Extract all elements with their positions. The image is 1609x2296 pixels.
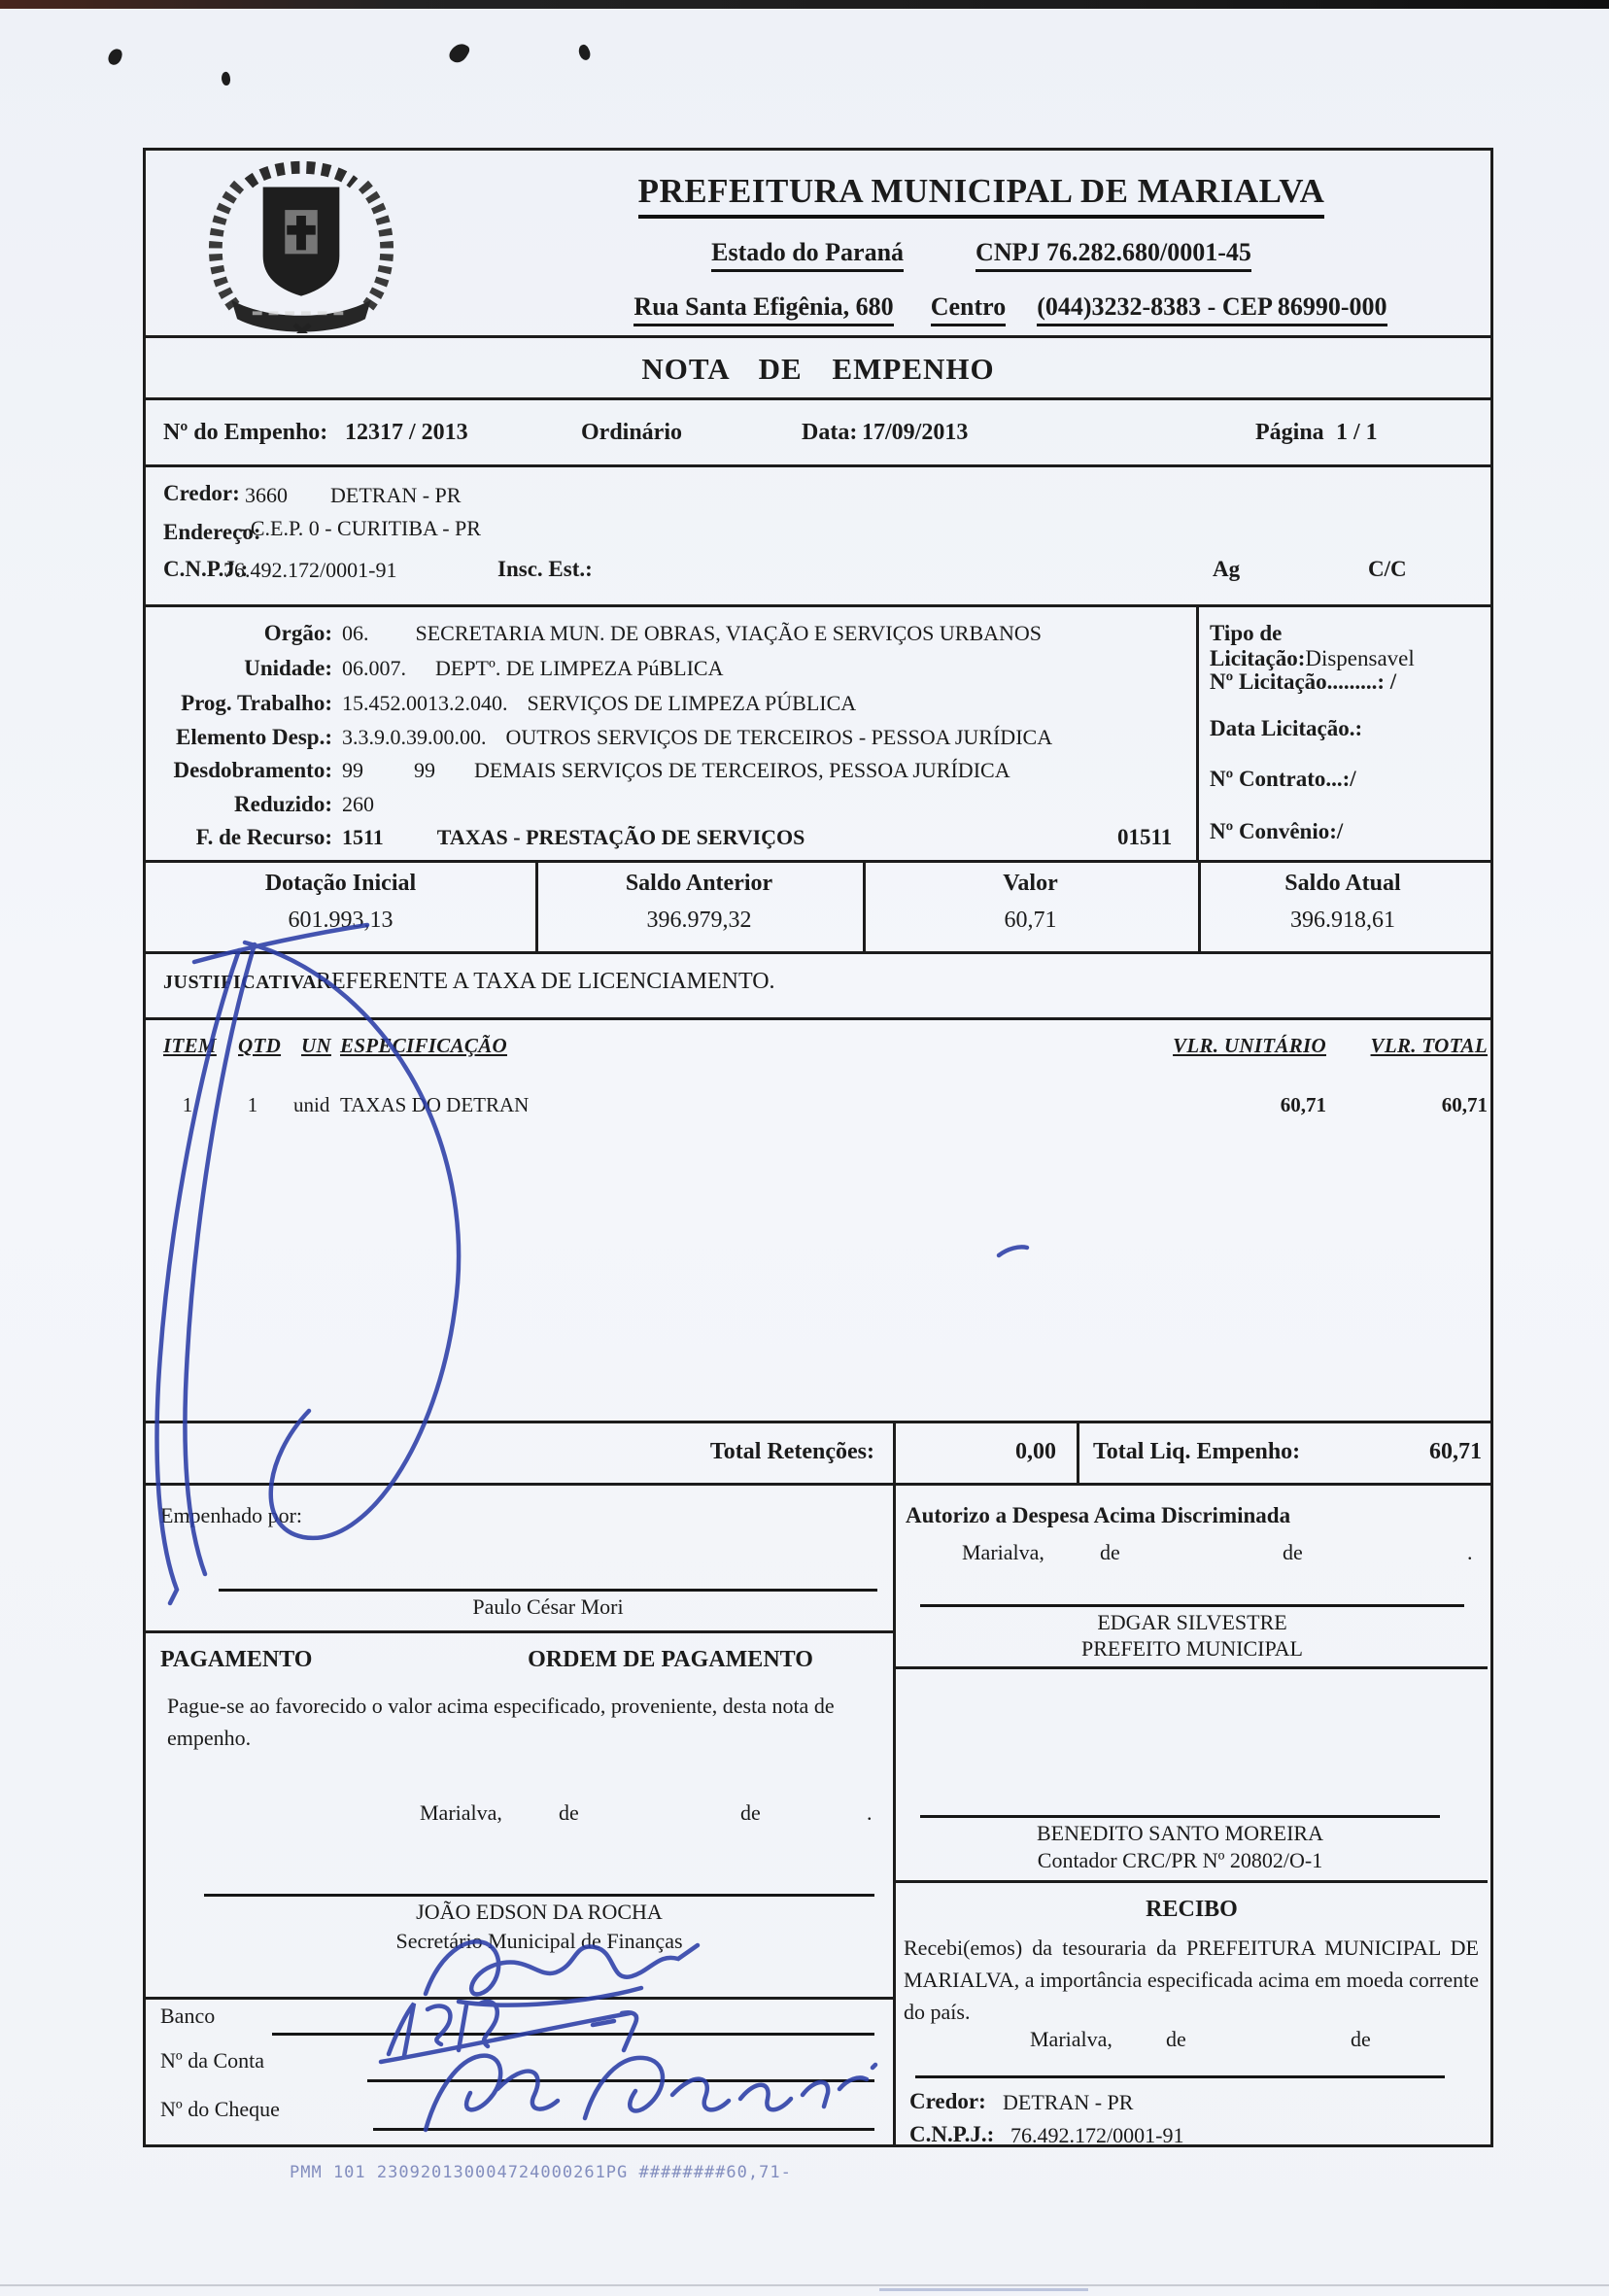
creditor-code: 3660: [245, 483, 288, 507]
convenio-numero: Nº Convênio:/: [1210, 819, 1344, 843]
recibo-text: Recebi(emos) da tesouraria da PREFEITURA MUNICIPAL DE MARIALVA, a importância especificada acima em moeda corrente do país.: [904, 1936, 1479, 2024]
licitacao-numero: Nº Licitação.........: /: [1210, 669, 1397, 694]
recibo-credor-value: DETRAN - PR: [1003, 2090, 1134, 2114]
recurso-desc: TAXAS - PRESTAÇÃO DE SERVIÇOS: [436, 825, 805, 849]
creditor-label: Credor:: [163, 481, 240, 505]
class-row-reduzido: [146, 792, 1185, 817]
scan-edge-top: [0, 0, 1609, 9]
pagamento-de2: de: [740, 1800, 761, 1825]
licitacao-tipo-value: Dispensavel: [1305, 646, 1415, 670]
recibo-signature-line: [915, 2075, 1445, 2078]
justificativa-section: [146, 954, 1490, 1020]
municipality-title: PREFEITURA MUNICIPAL DE MARIALVA: [638, 172, 1325, 219]
recibo-de2: de: [1351, 2027, 1371, 2051]
saldo-atual-value: 396.918,61: [1290, 908, 1395, 933]
valor-value: 60,71: [1004, 908, 1057, 933]
banco-label: Banco: [160, 2004, 216, 2028]
empenho-number-label: Nº do Empenho:: [163, 420, 328, 445]
class-row-elemento: [146, 725, 1185, 750]
licitacao-data: Data Licitação.:: [1210, 716, 1363, 740]
creditor-name: DETRAN - PR: [330, 483, 462, 507]
creditor-cnpj-value: 76.492.172/0001-91: [223, 558, 397, 582]
doc-title-band: [146, 338, 1490, 400]
item-number: 1: [182, 1093, 193, 1116]
items-table: [146, 1020, 1490, 1423]
retencoes-value: 0,00: [1015, 1439, 1056, 1464]
item-unit-price: 60,71: [1280, 1093, 1326, 1116]
empenhado-por-label: Empenhado por:: [160, 1503, 303, 1527]
pagamento-cell: [146, 1633, 896, 2000]
contador-signature-line: [920, 1815, 1440, 1818]
creditor-section: [146, 467, 1490, 607]
empenho-date-value: 17/09/2013: [862, 420, 969, 445]
contador-cell: [896, 1669, 1488, 1883]
cheque-label: Nº do Cheque: [160, 2097, 280, 2121]
ink-speck: [576, 43, 593, 61]
scan-edge-bottom: [0, 2284, 1609, 2286]
reduzido-code: 260: [342, 792, 374, 816]
especificacao-col-header: ESPECIFICAÇÃO: [340, 1034, 507, 1057]
phone-cep: (044)3232-8383 - CEP 86990-000: [1037, 292, 1386, 326]
orgao-desc: SECRETARIA MUN. DE OBRAS, VIAÇÃO E SERVIÇOS URBANOS: [415, 621, 1043, 645]
pagamento-text: Pague-se ao favorecido o valor acima especificado, proveniente, desta nota de empenho.: [167, 1694, 835, 1750]
state-label: Estado do Paraná: [711, 238, 904, 272]
machine-print-footer: PMM 101 230920130004724000261PG ########60,71-: [290, 2163, 792, 2182]
unidade-code: 06.007.: [342, 656, 406, 680]
address-label: Endereço:: [163, 520, 261, 544]
empenho-info-row: [146, 400, 1490, 467]
item-total-price: 60,71: [1441, 1093, 1488, 1116]
banco-cell: [146, 2000, 896, 2144]
dotacao-inicial-value: 601.993,13: [288, 908, 394, 933]
justificativa-text: REFERENTE A TAXA DE LICENCIAMENTO.: [316, 969, 775, 994]
saldo-anterior-value: 396.979,32: [646, 908, 752, 933]
desdobramento-label: Desdobramento:: [173, 758, 332, 782]
recurso-code2: 01511: [1117, 825, 1173, 849]
state-reg-label: Insc. Est.:: [497, 557, 593, 581]
pagamento-period: .: [867, 1800, 873, 1825]
vlr-total-col-header: VLR. TOTAL: [1370, 1034, 1488, 1057]
prefeito-name: EDGAR SILVESTRE: [1097, 1610, 1287, 1634]
cheque-line: [373, 2128, 874, 2131]
ink-speck: [107, 47, 124, 66]
elemento-desc: OUTROS SERVIÇOS DE TERCEIROS - PESSOA JURÍDICA: [505, 725, 1053, 749]
class-row-desdobramento: [146, 758, 1185, 783]
elemento-code: 3.3.9.0.39.00.00.: [342, 725, 487, 749]
agency-label: Ag: [1213, 557, 1241, 581]
licitacao-tipo-row: [1210, 621, 1488, 671]
licitacao-box: [1196, 607, 1488, 863]
unidade-label: Unidade:: [244, 656, 332, 680]
autorizo-cell: [896, 1486, 1488, 1669]
recibo-title: RECIBO: [1146, 1897, 1238, 1922]
empenhado-signature-line: [219, 1589, 877, 1592]
dotacao-table: [146, 863, 1490, 954]
valor-header: Valor: [1003, 871, 1058, 896]
desdobramento-code2: 99: [414, 758, 435, 782]
empenho-number-value: 12317 / 2013: [345, 420, 468, 445]
page-label: Página: [1255, 420, 1324, 445]
retencoes-label: Total Retenções:: [709, 1439, 874, 1464]
autorizo-de2: de: [1283, 1540, 1303, 1564]
ink-speck: [221, 71, 232, 86]
unidade-desc: DEPTº. DE LIMPEZA PúBLICA: [435, 656, 724, 680]
prefeito-role: PREFEITO MUNICIPAL: [1081, 1636, 1303, 1661]
empenhado-cell: [146, 1486, 896, 1633]
liq-empenho-value: 60,71: [1429, 1439, 1482, 1464]
contrato-numero: Nº Contrato...:/: [1210, 767, 1356, 791]
orgao-code: 06.: [342, 621, 369, 645]
licitacao-tipo-label: Tipo de Licitação:: [1210, 621, 1306, 670]
saldo-atual-header: Saldo Atual: [1284, 871, 1401, 896]
elemento-label: Elemento Desp.:: [176, 725, 332, 749]
conta-line: [367, 2079, 874, 2082]
recibo-city: Marialva,: [1030, 2027, 1113, 2051]
district-label: Centro: [931, 292, 1007, 326]
class-row-prog-trabalho: [146, 691, 1185, 716]
form-border: [143, 148, 1493, 2147]
empenhado-signer-name: Paulo César Mori: [472, 1594, 624, 1619]
autorizo-period: .: [1467, 1540, 1473, 1564]
ordem-pagamento-title: ORDEM DE PAGAMENTO: [528, 1647, 813, 1672]
address-value: - C.E.P. 0 - CURITIBA - PR: [238, 516, 481, 540]
qtd-col-header: QTD: [238, 1034, 282, 1057]
pagamento-de1: de: [559, 1800, 579, 1825]
autorizo-title: Autorizo a Despesa Acima Discriminada: [906, 1503, 1291, 1527]
scan-edge-blue-tick: [879, 2288, 1088, 2291]
totals-row: [146, 1423, 1490, 1486]
classification-section: [146, 607, 1490, 863]
creditor-cnpj-label: C.N.P.J.:: [163, 557, 249, 581]
desdobramento-desc: DEMAIS SERVIÇOS DE TERCEIROS, PESSOA JURÍDICA: [474, 758, 1010, 782]
item-col-header: ITEM: [163, 1034, 217, 1057]
orgao-label: Orgão:: [263, 621, 332, 645]
account-label: C/C: [1368, 557, 1407, 581]
pagamento-date-line: [146, 1800, 893, 1830]
recibo-credor-label: Credor:: [909, 2089, 986, 2113]
vlr-unitario-col-header: VLR. UNITÁRIO: [1173, 1034, 1326, 1057]
class-row-recurso: [146, 825, 1185, 850]
recurso-code: 1511: [342, 825, 384, 849]
empenho-type: Ordinário: [581, 420, 683, 445]
header-section: [146, 151, 1490, 338]
desdobramento-code: 99: [342, 758, 363, 782]
recibo-cnpj-label: C.N.P.J.:: [909, 2122, 995, 2146]
contador-name: BENEDITO SANTO MOREIRA: [1037, 1821, 1323, 1845]
pagamento-city: Marialva,: [420, 1800, 502, 1825]
cnpj-label: CNPJ 76.282.680/0001-45: [976, 238, 1251, 272]
ink-speck: [447, 40, 471, 66]
un-col-header: UN: [301, 1034, 331, 1057]
autorizo-de1: de: [1100, 1540, 1120, 1564]
header-title-block: [496, 172, 1467, 211]
recibo-cell: [896, 1883, 1488, 2147]
liq-empenho-label: Total Liq. Empenho:: [1093, 1439, 1301, 1464]
item-unit: unid: [293, 1093, 330, 1116]
header-address-row: [496, 292, 1525, 322]
recurso-label: F. de Recurso:: [195, 825, 332, 849]
prog-trabalho-code: 15.452.0013.2.040.: [342, 691, 508, 715]
header-state-row: [496, 238, 1467, 267]
justificativa-label: JUSTIFICATIVA:: [163, 972, 325, 993]
street-address: Rua Santa Efigênia, 680: [633, 292, 893, 326]
class-row-unidade: [146, 656, 1185, 681]
autorizo-city: Marialva,: [962, 1540, 1044, 1564]
item-qty: 1: [247, 1093, 258, 1116]
totals-divider-2: [1077, 1423, 1079, 1486]
reduzido-label: Reduzido:: [234, 792, 332, 816]
prog-trabalho-desc: SERVIÇOS DE LIMPEZA PÚBLICA: [527, 691, 857, 715]
secretario-signature-line: [204, 1894, 874, 1897]
secretario-role: Secretário Municipal de Finanças: [395, 1929, 683, 1953]
dotacao-inicial-header: Dotação Inicial: [264, 871, 417, 896]
page-value: 1 / 1: [1336, 420, 1378, 445]
banco-line: [272, 2033, 874, 2036]
empenho-date-label: Data:: [802, 420, 858, 445]
conta-label: Nº da Conta: [160, 2048, 265, 2073]
saldo-anterior-header: Saldo Anterior: [625, 871, 773, 896]
prog-trabalho-label: Prog. Trabalho:: [181, 691, 332, 715]
autorizo-date-line: [896, 1540, 1488, 1569]
secretario-name: JOÃO EDSON DA ROCHA: [416, 1900, 663, 1924]
recibo-de1: de: [1166, 2027, 1186, 2051]
prefeito-signature-line: [920, 1604, 1464, 1607]
contador-role: Contador CRC/PR Nº 20802/O-1: [1037, 1848, 1323, 1872]
class-row-orgao: [146, 621, 1185, 646]
pagamento-title: PAGAMENTO: [160, 1647, 313, 1672]
recibo-date-line: [896, 2027, 1488, 2056]
municipal-crest-logo: [171, 156, 431, 333]
doc-title: NOTA DE EMPENHO: [641, 352, 995, 386]
item-description: TAXAS DO DETRAN: [340, 1093, 530, 1116]
recibo-cnpj-value: 76.492.172/0001-91: [1010, 2123, 1184, 2147]
